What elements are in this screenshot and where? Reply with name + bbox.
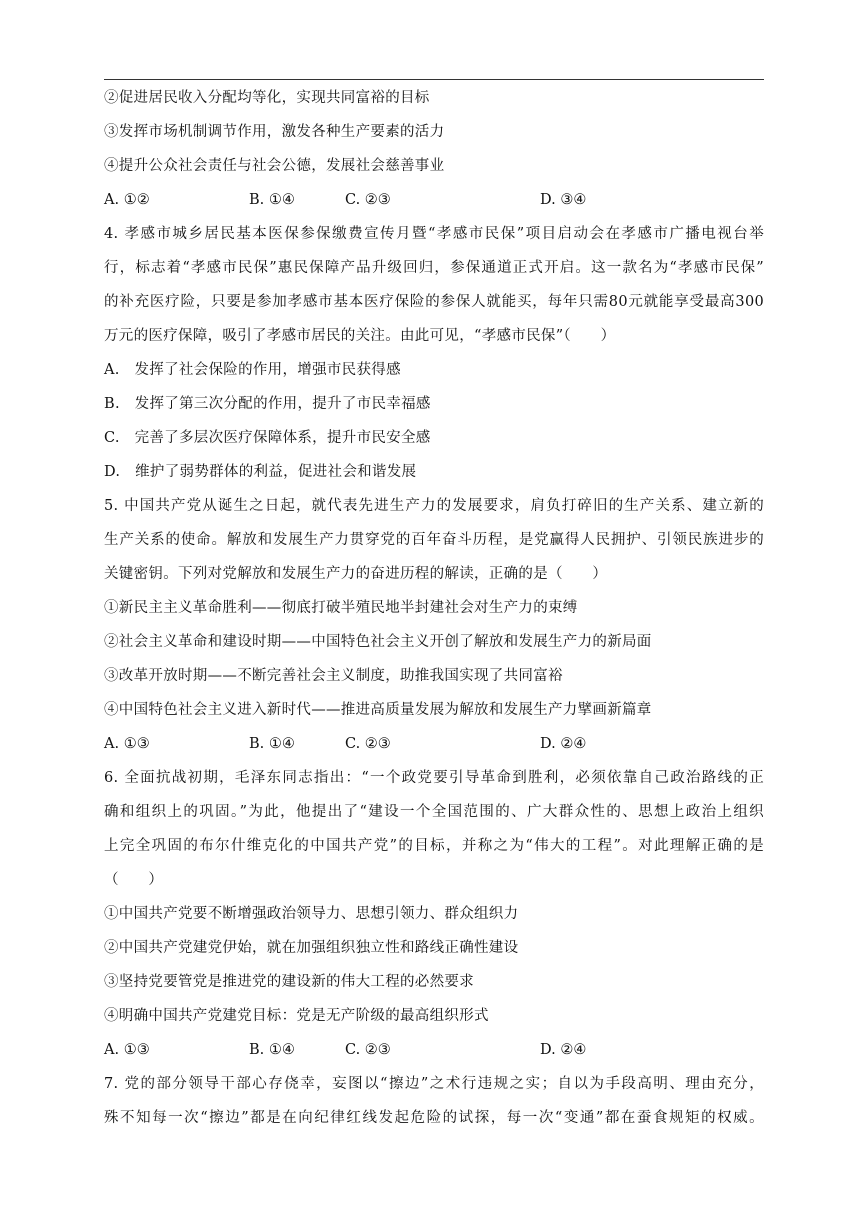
q6-option-d: D. ②④ xyxy=(540,1042,587,1058)
q4-option-d: D. 维护了弱势群体的利益，促进社会和谐发展 xyxy=(104,464,417,480)
q6-stem-line-2: 确和组织上的巩固。”为此，他提出了“建设一个全国范围的、广大群众性的、思想上政治上组织 xyxy=(104,804,764,820)
q4-stem-line-2: 行，标志着“孝感市民保”惠民保障产品升级回归，参保通道正式开启。这一款名为“孝感市民保” xyxy=(104,260,764,276)
q5-option-b: B. ①④ xyxy=(249,736,295,752)
q5-option-d: D. ②④ xyxy=(540,736,587,752)
q5-item-4: ④中国特色社会主义进入新时代——推进高质量发展为解放和发展生产力擘画新篇章 xyxy=(104,702,652,718)
q6-item-3: ③坚持党要管党是推进党的建设新的伟大工程的必然要求 xyxy=(104,974,474,990)
q3-option-c: C. ②③ xyxy=(345,192,391,208)
q3-item-4: ④提升公众社会责任与社会公德，发展社会慈善事业 xyxy=(104,158,445,174)
q5-stem-line-1: 5. 中国共产党从诞生之日起，就代表先进生产力的发展要求，肩负打碎旧的生产关系、建立新的 xyxy=(104,498,764,514)
header-rule xyxy=(104,79,764,80)
q5-option-c: C. ②③ xyxy=(345,736,391,752)
q5-stem-line-3: 关键密钥。下列对党解放和发展生产力的奋进历程的解读，正确的是（ ） xyxy=(104,566,608,582)
q6-item-2: ②中国共产党建党伊始，就在加强组织独立性和路线正确性建设 xyxy=(104,940,519,956)
q3-item-3: ③发挥市场机制调节作用，激发各种生产要素的活力 xyxy=(104,124,445,140)
q6-stem-line-4: （ ） xyxy=(104,872,164,888)
q6-item-4: ④明确中国共产党建党目标：党是无产阶级的最高组织形式 xyxy=(104,1008,489,1024)
q3-option-b: B. ①④ xyxy=(249,192,295,208)
q6-stem-line-3: 上完全巩固的布尔什维克化的中国共产党”的目标，并称之为“伟大的工程”。对此理解正确的是 xyxy=(104,838,764,854)
q6-stem-line-1: 6. 全面抗战初期，毛泽东同志指出：“一个政党要引导革命到胜利，必须依靠自己政治路线的正 xyxy=(104,770,764,786)
q6-option-a: A. ①③ xyxy=(104,1042,150,1058)
q5-option-a: A. ①③ xyxy=(104,736,150,752)
q5-stem-line-2: 生产关系的使命。解放和发展生产力贯穿党的百年奋斗历程，是党赢得人民拥护、引领民族进步的 xyxy=(104,532,764,548)
q6-option-b: B. ①④ xyxy=(249,1042,295,1058)
q6-item-1: ①中国共产党要不断增强政治领导力、思想引领力、群众组织力 xyxy=(104,906,519,922)
q3-item-2: ②促进居民收入分配均等化，实现共同富裕的目标 xyxy=(104,90,430,106)
q5-item-2: ②社会主义革命和建设时期——中国特色社会主义开创了解放和发展生产力的新局面 xyxy=(104,634,652,650)
q6-option-c: C. ②③ xyxy=(345,1042,391,1058)
q5-item-1: ①新民主主义革命胜利——彻底打破半殖民地半封建社会对生产力的束缚 xyxy=(104,600,578,616)
q3-option-a: A. ①② xyxy=(104,192,150,208)
q4-option-c: C. 完善了多层次医疗保障体系，提升市民安全感 xyxy=(104,430,431,446)
q3-option-d: D. ③④ xyxy=(540,192,587,208)
q4-stem-line-4: 万元的医疗保障，吸引了孝感市居民的关注。由此可见，“孝感市民保”（ ） xyxy=(104,328,616,344)
q5-item-3: ③改革开放时期——不断完善社会主义制度，助推我国实现了共同富裕 xyxy=(104,668,563,684)
q4-option-a: A. 发挥了社会保险的作用，增强市民获得感 xyxy=(104,362,401,378)
q7-stem-line-2: 殊不知每一次“擦边”都是在向纪律红线发起危险的试探，每一次“变通”都在蚕食规矩的权威。 xyxy=(104,1110,764,1126)
q4-option-b: B. 发挥了第三次分配的作用，提升了市民幸福感 xyxy=(104,396,431,412)
q7-stem-line-1: 7. 党的部分领导干部心存侥幸，妄图以“擦边”之术行违规之实；自以为手段高明、理由充分， xyxy=(104,1076,764,1092)
q4-stem-line-3: 的补充医疗险，只要是参加孝感市基本医疗保险的参保人就能买，每年只需80元就能享受最高300 xyxy=(104,294,764,310)
q4-stem-line-1: 4. 孝感市城乡居民基本医保参保缴费宣传月暨“孝感市民保”项目启动会在孝感市广播电视台举 xyxy=(104,226,764,242)
